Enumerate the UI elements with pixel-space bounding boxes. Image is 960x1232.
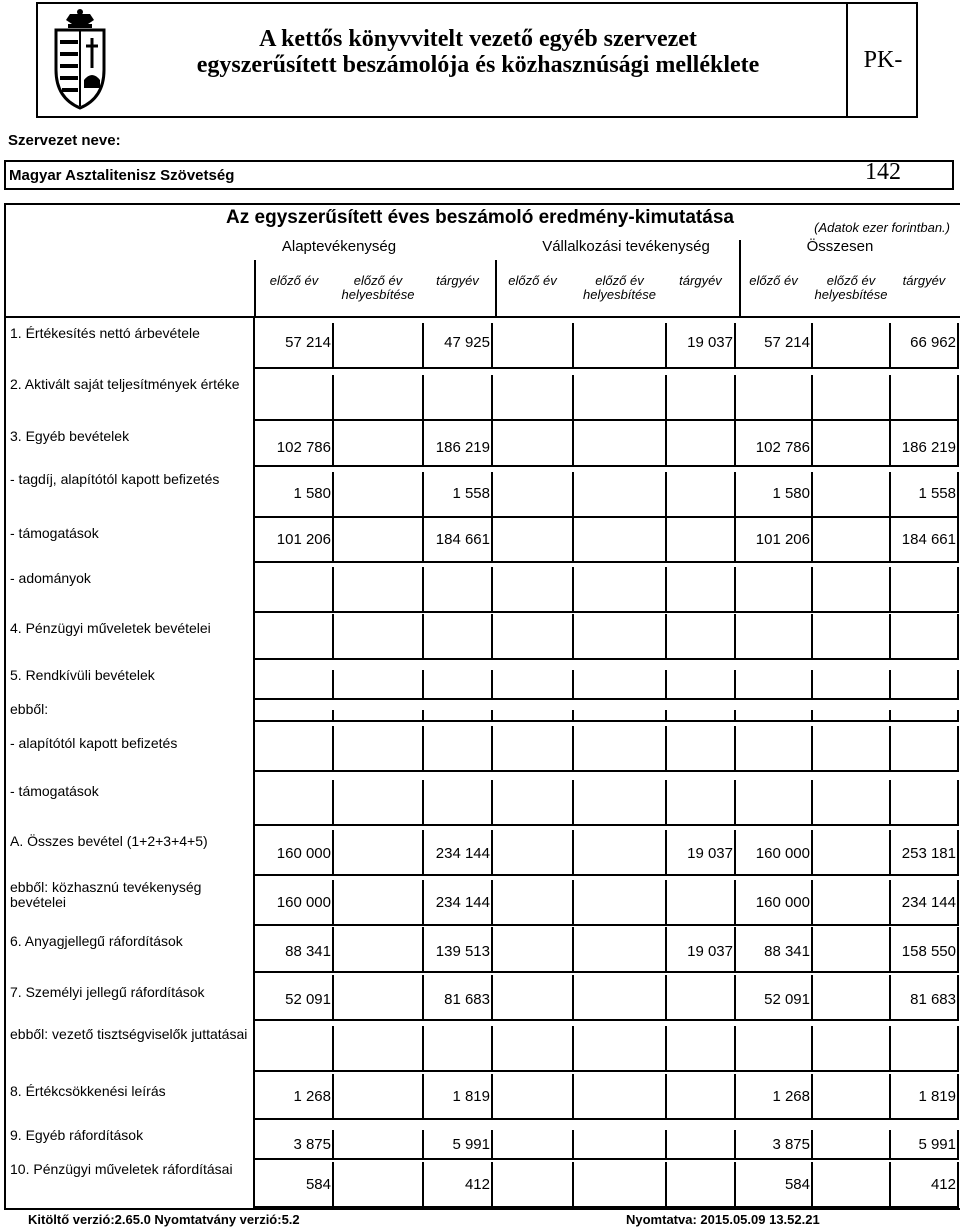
column-header-3: tárgyév: [436, 273, 479, 288]
table-cell: 52 091: [285, 991, 331, 1008]
footer-printed: Nyomtatva: 2015.05.09 13.52.21: [626, 1212, 820, 1227]
cell-divider: [572, 1026, 574, 1072]
cell-divider: [422, 614, 424, 660]
table-cell: 160 000: [755, 845, 810, 862]
cell-divider: [572, 421, 574, 467]
form-title-line-1: A kettős könyvvitelt vezető egyéb szervezet: [259, 26, 697, 52]
cell-divider: [665, 880, 667, 926]
cell-divider: [734, 567, 736, 613]
form-code: PK-142: [846, 4, 918, 116]
table-cell: 160 000: [755, 894, 810, 911]
table-cell: 186 219: [901, 439, 956, 456]
table-cell: 101 206: [755, 531, 810, 548]
cell-divider: [491, 375, 493, 421]
cell-divider: [665, 1130, 667, 1160]
table-cell: 1 819: [918, 1088, 956, 1105]
cell-divider: [957, 567, 959, 613]
group-header-total: Összesen: [806, 238, 874, 255]
cell-divider: [665, 726, 667, 772]
cell-divider: [491, 780, 493, 826]
table-cell: 1 580: [293, 485, 331, 502]
column-header-8: előző év helyesbítése: [814, 273, 888, 302]
table-cell: 81 683: [444, 991, 490, 1008]
table-cell: 234 144: [901, 894, 956, 911]
cell-divider: [811, 726, 813, 772]
cell-divider: [572, 1130, 574, 1160]
header-divider: [4, 316, 960, 318]
column-header-6: tárgyév: [679, 273, 722, 288]
row-label: 10. Pénzügyi műveletek ráfordításai: [10, 1161, 233, 1177]
footer-version: Kitöltő verzió:2.65.0 Nyomtatvány verzió:5.2: [28, 1212, 300, 1227]
cell-divider: [734, 1026, 736, 1072]
cell-divider: [491, 567, 493, 613]
table-cell: 139 513: [435, 943, 490, 960]
cell-divider: [957, 375, 959, 421]
cell-divider: [889, 375, 891, 421]
row-label: 1. Értékesítés nettó árbevétele: [10, 325, 200, 341]
cell-divider: [665, 1026, 667, 1072]
cell-divider: [572, 1162, 574, 1208]
row-divider: [255, 419, 958, 421]
cell-divider: [957, 614, 959, 660]
row-divider: [255, 924, 958, 926]
cell-divider: [665, 614, 667, 660]
cell-divider: [422, 1026, 424, 1072]
table-cell: 412: [930, 1176, 956, 1193]
row-divider: [255, 770, 958, 772]
cell-divider: [889, 780, 891, 826]
table-cell: 186 219: [435, 439, 490, 456]
table-cell: 19 037: [687, 943, 733, 960]
table-cell: 412: [464, 1176, 490, 1193]
row-divider: [255, 971, 958, 973]
cell-divider: [665, 375, 667, 421]
cell-divider: [572, 517, 574, 563]
column-header-7: előző év: [749, 273, 798, 288]
cell-divider: [332, 1026, 334, 1072]
cell-divider: [665, 1074, 667, 1120]
row-divider: [255, 824, 958, 826]
cell-divider: [422, 780, 424, 826]
table-cell: 101 206: [276, 531, 331, 548]
table-cell: 158 550: [901, 943, 956, 960]
row-label: - tagdíj, alapítótól kapott befizetés: [10, 471, 220, 487]
cell-divider: [572, 375, 574, 421]
cell-divider: [572, 567, 574, 613]
table-cell: 1 558: [918, 485, 956, 502]
row-divider: [255, 1118, 958, 1120]
table-cell: 88 341: [285, 943, 331, 960]
row-label: - adományok: [10, 570, 91, 586]
cell-divider: [422, 726, 424, 772]
cell-divider: [811, 614, 813, 660]
cell-divider: [734, 726, 736, 772]
cell-divider: [811, 1026, 813, 1072]
row-label: 2. Aktivált saját teljesítmények értéke: [10, 376, 240, 392]
column-header-5: előző év helyesbítése: [583, 273, 656, 302]
cell-divider: [734, 375, 736, 421]
table-cell: 5 991: [918, 1136, 956, 1153]
cell-divider: [332, 726, 334, 772]
column-header-2: előző év helyesbítése: [341, 273, 415, 302]
row-divider: [255, 465, 958, 467]
table-cell: 1 268: [293, 1088, 331, 1105]
cell-divider: [572, 614, 574, 660]
row-divider: [255, 1206, 958, 1208]
cell-divider: [811, 780, 813, 826]
table-cell: 57 214: [285, 334, 331, 351]
table-cell: 19 037: [687, 334, 733, 351]
cell-divider: [572, 670, 574, 700]
cell-divider: [734, 614, 736, 660]
coat-of-arms-logo: [48, 8, 112, 112]
cell-divider: [665, 472, 667, 518]
cell-divider: [665, 975, 667, 1021]
group-header-business: Vállalkozási tevékenység: [542, 238, 710, 255]
cell-divider: [491, 726, 493, 772]
row-label: 4. Pénzügyi műveletek bevételei: [10, 620, 211, 636]
cell-divider: [665, 780, 667, 826]
form-title: [158, 26, 798, 78]
table-cell: 184 661: [435, 531, 490, 548]
row-label: 9. Egyéb ráfordítások: [10, 1127, 144, 1143]
table-cell: 584: [784, 1176, 810, 1193]
cell-divider: [491, 670, 493, 700]
cell-divider: [811, 670, 813, 700]
cell-divider: [422, 670, 424, 700]
organization-label: Szervezet neve:: [8, 132, 121, 149]
cell-divider: [665, 421, 667, 467]
cell-divider: [811, 567, 813, 613]
cell-divider: [422, 567, 424, 613]
table-cell: 57 214: [764, 334, 810, 351]
row-divider: [255, 658, 958, 660]
row-label: - alapítótól kapott befizetés: [10, 735, 178, 751]
table-cell: 81 683: [910, 991, 956, 1008]
table-cell: 1 580: [772, 485, 810, 502]
row-label: ebből:: [10, 701, 49, 717]
cell-divider: [889, 726, 891, 772]
cell-divider: [734, 670, 736, 700]
cell-divider: [889, 614, 891, 660]
row-label: - támogatások: [10, 525, 99, 541]
cell-divider: [572, 830, 574, 876]
cell-divider: [889, 567, 891, 613]
cell-divider: [572, 323, 574, 369]
table-cell: 102 786: [755, 439, 810, 456]
table-cell: 5 991: [452, 1136, 490, 1153]
cell-divider: [491, 1026, 493, 1072]
row-label: 5. Rendkívüli bevételek: [10, 667, 155, 683]
row-label: 7. Személyi jellegű ráfordítások: [10, 984, 205, 1000]
row-label: 6. Anyagjellegű ráfordítások: [10, 933, 183, 949]
row-divider: [255, 516, 958, 518]
cell-divider: [957, 726, 959, 772]
table-cell: 234 144: [435, 894, 490, 911]
cell-divider: [665, 1162, 667, 1208]
cell-divider: [422, 375, 424, 421]
group-header-basic: Alaptevékenység: [281, 238, 397, 255]
table-cell: 234 144: [435, 845, 490, 862]
table-cell: 47 925: [444, 334, 490, 351]
form-title-line-2: egyszerűsített beszámolója és közhasznúsági melléklete: [196, 52, 760, 78]
cell-divider: [889, 1026, 891, 1072]
table-cell: 1 268: [772, 1088, 810, 1105]
column-header-4: előző év: [508, 273, 557, 288]
table-cell: 3 875: [293, 1136, 331, 1153]
table-cell: 160 000: [276, 845, 331, 862]
table-cell: 88 341: [764, 943, 810, 960]
group-divider: [739, 240, 741, 318]
row-label: A. Összes bevétel (1+2+3+4+5): [10, 833, 208, 849]
group-divider: [254, 260, 256, 318]
cell-divider: [332, 375, 334, 421]
cell-divider: [332, 567, 334, 613]
cell-divider: [572, 726, 574, 772]
row-label: 3. Egyéb bevételek: [10, 428, 130, 444]
cell-divider: [665, 567, 667, 613]
row-divider: [255, 1019, 958, 1021]
table-cell: 253 181: [901, 845, 956, 862]
column-header-9: tárgyév: [902, 273, 946, 288]
group-divider: [495, 260, 497, 318]
table-cell: 66 962: [910, 334, 956, 351]
cell-divider: [889, 670, 891, 700]
row-label: ebből: vezető tisztségviselők juttatásai: [10, 1026, 248, 1042]
row-divider: [255, 720, 958, 722]
table-cell: 1 558: [452, 485, 490, 502]
cell-divider: [572, 1074, 574, 1120]
report-title: Az egyszerűsített éves beszámoló eredmény-kimutatása: [226, 207, 734, 228]
row-divider: [255, 367, 958, 369]
table-cell: 52 091: [764, 991, 810, 1008]
row-label: ebből: közhasznú tevékenység bevételei: [10, 879, 202, 910]
table-cell: 102 786: [276, 439, 331, 456]
table-cell: 19 037: [687, 845, 733, 862]
table-cell: 160 000: [276, 894, 331, 911]
table-cell: 584: [305, 1176, 331, 1193]
cell-divider: [332, 780, 334, 826]
table-cell: 184 661: [901, 531, 956, 548]
cell-divider: [491, 614, 493, 660]
cell-divider: [957, 670, 959, 700]
column-header-1: előző év: [269, 273, 319, 288]
table-cell: 1 819: [452, 1088, 490, 1105]
cell-divider: [332, 614, 334, 660]
cell-divider: [957, 1026, 959, 1072]
cell-divider: [572, 880, 574, 926]
row-label: - támogatások: [10, 783, 99, 799]
row-divider: [255, 1070, 958, 1072]
organization-name-field: Magyar Asztalitenisz Szövetség: [4, 160, 954, 190]
table-cell: 3 875: [772, 1136, 810, 1153]
cell-divider: [957, 780, 959, 826]
row-divider: [255, 561, 958, 563]
cell-divider: [572, 780, 574, 826]
row-divider: [255, 698, 958, 700]
cell-divider: [665, 517, 667, 563]
cell-divider: [734, 780, 736, 826]
row-label: 8. Értékcsökkenési leírás: [10, 1083, 166, 1099]
cell-divider: [665, 670, 667, 700]
cell-divider: [572, 472, 574, 518]
cell-divider: [332, 670, 334, 700]
cell-divider: [811, 375, 813, 421]
row-divider: [255, 874, 958, 876]
cell-divider: [572, 927, 574, 973]
cell-divider: [572, 975, 574, 1021]
row-divider: [255, 611, 958, 613]
unit-note: (Adatok ezer forintban.): [814, 220, 950, 235]
row-divider: [255, 1158, 958, 1160]
